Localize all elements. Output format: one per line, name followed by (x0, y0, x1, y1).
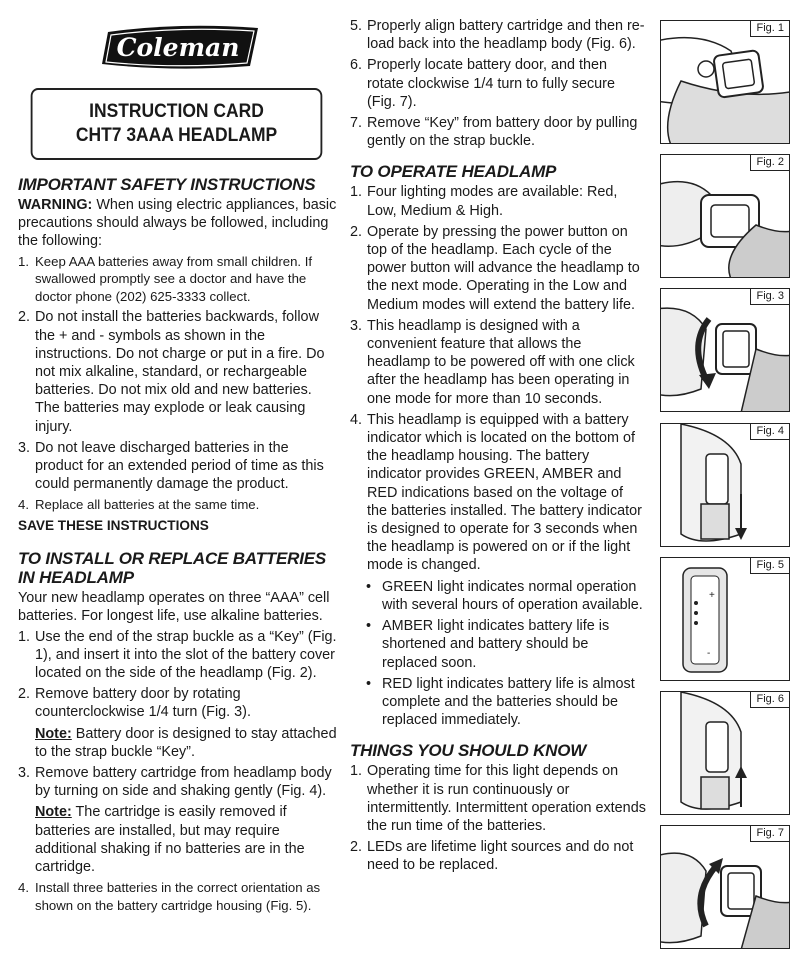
install-heading: TO INSTALL OR REPLACE BATTERIES IN HEADLAMP (18, 549, 327, 588)
figure-label: Fig. 6 (750, 692, 789, 708)
install-intro: Your new headlamp operates on three “AAA” cell batteries. For longest life, use alkaline batteries. (18, 590, 330, 625)
operate-list (350, 183, 646, 729)
know-item: 2. LEDs are lifetime light sources and do not need to be replaced. (350, 839, 634, 874)
figure-2 (660, 154, 790, 278)
install-item: 5. Properly align battery cartridge and then re-load back into the headlamp body (Fig. 6). (350, 18, 645, 53)
figure-label: Fig. 5 (750, 558, 789, 574)
operate-heading: TO OPERATE HEADLAMP (350, 162, 557, 182)
install-list (18, 628, 338, 915)
coleman-logo (100, 22, 260, 72)
safety-heading: IMPORTANT SAFETY INSTRUCTIONS (18, 175, 316, 194)
install-note: Note: The cartridge is easily removed if batteries are installed, but may require additional shaking if no batteries are in the cartridge. (35, 804, 305, 876)
title-box (31, 88, 323, 160)
figure-6 (660, 691, 790, 815)
install-note: Note: Battery door is designed to stay attached to the strap buckle “Key”. (35, 725, 337, 760)
logo-text: Coleman (116, 33, 240, 62)
title-line-2: CHT7 3AAA HEADLAMP (75, 125, 278, 146)
figure-label: Fig. 4 (750, 424, 789, 440)
safety-item: 2. Do not install the batteries backwards, follow the + and - symbols as shown in the instructions. Do not charge or put in a fire. Do not mix alkaline, standard, or rechargeable batteries. Do not mix old and new batteries. The batteries may explode or leak causing injury. (18, 309, 325, 435)
safety-item: 4. Replace all batteries at the same time. (18, 497, 260, 513)
figure-5 (660, 557, 790, 681)
install-item: 3. Remove battery cartridge from headlamp body by turning on side and shaking gently (Fig. 4). Note: The cartridge is easily removed if batteries are installed, but may require additional shaking if no batteries are in the cartridge. (18, 764, 338, 876)
indicator-bullet: • GREEN light indicates normal operation with several hours of operation available. (350, 578, 646, 614)
install-item: 7. Remove “Key” from battery door by pulling gently on the strap buckle. (350, 115, 638, 150)
middle-column (350, 17, 646, 878)
install-list-continued (350, 17, 646, 150)
safety-item: 1. Keep AAA batteries away from small children. If swallowed promptly see a doctor and have the doctor phone (202) 625-3333 collect. (18, 253, 313, 304)
operate-item: 4. This headlamp is equipped with a battery indicator which is located on the bottom of the headlamp housing. The battery indicator provides GREEN, AMBER and RED indications based on the voltage of the batteries installed. The battery indicator is designed to operate for 3 seconds when the headlamp is powered on or if the light mode is changed. • GREEN light indicates normal operation with several hours of operation available. • AMBER light indicates battery life is shortened and battery should be replaced soon. • RED light indicates battery life is almost complete and the batteries should be replaced immediately. (350, 411, 646, 729)
install-item: 6. Properly locate battery door, and then rotate clockwise 1/4 turn to fully secure (Fig. 7). (350, 57, 615, 110)
install-item: 4. Install three batteries in the correct orientation as shown on the battery cartridge housing (Fig. 5). (18, 880, 321, 913)
left-column (18, 175, 338, 917)
safety-list (18, 253, 338, 514)
svg-text:+: + (709, 590, 715, 601)
title-line-1: INSTRUCTION CARD (89, 101, 264, 122)
operate-item: 2. Operate by pressing the power button on top of the headlamp. Each cycle of the power button will advance the headlamp to the next mode. Operating in the Low and Medium modes will extend the battery life. (350, 223, 640, 313)
know-item: 1. Operating time for this light depends on whether it is run continuously or intermittently. Intermittent operation extends the run time of the batteries. (350, 763, 646, 834)
figure-3 (660, 288, 790, 412)
safety-item: 3. Do not leave discharged batteries in the product for an extended period of time as this could permanently damage the product. (18, 439, 324, 493)
know-list (350, 762, 646, 874)
figure-1 (660, 20, 790, 144)
warning-text: When using electric appliances, basic precautions should always be followed, including the following: (18, 197, 337, 250)
operate-item: 1. Four lighting modes are available: Red, Low, Medium & High. (350, 184, 618, 219)
operate-item: 3. This headlamp is designed with a convenient feature that allows the headlamp to be powered off with one click after the headlamp has been operating in one mode for more than 10 seconds. (350, 317, 635, 407)
indicator-bullet: • AMBER light indicates battery life is shortened and battery should be replaced soon. (350, 617, 646, 672)
svg-text:-: - (707, 648, 711, 659)
figure-label: Fig. 3 (750, 289, 789, 305)
install-item: 1. Use the end of the strap buckle as a “Key” (Fig. 1), and insert it into the slot of the battery cover located on the side of the headlamp (Fig. 2). (18, 628, 337, 682)
figure-label: Fig. 7 (750, 826, 789, 842)
warning-label: WARNING: (18, 197, 93, 213)
figure-4 (660, 423, 790, 547)
indicator-bullet: • RED light indicates battery life is almost complete and the batteries should be replaced immediately. (350, 675, 646, 730)
figure-label: Fig. 2 (750, 155, 789, 171)
figure-label: Fig. 1 (750, 21, 789, 37)
indicator-bullets (350, 578, 646, 730)
save-instructions: SAVE THESE INSTRUCTIONS (18, 518, 209, 534)
warning-paragraph (18, 196, 338, 251)
figure-7 (660, 825, 790, 949)
install-item: 2. Remove battery door by rotating counterclockwise 1/4 turn (Fig. 3). Note: Battery door is designed to stay attached to the strap buckle “Key”. (18, 686, 337, 760)
know-heading: THINGS YOU SHOULD KNOW (350, 741, 587, 761)
